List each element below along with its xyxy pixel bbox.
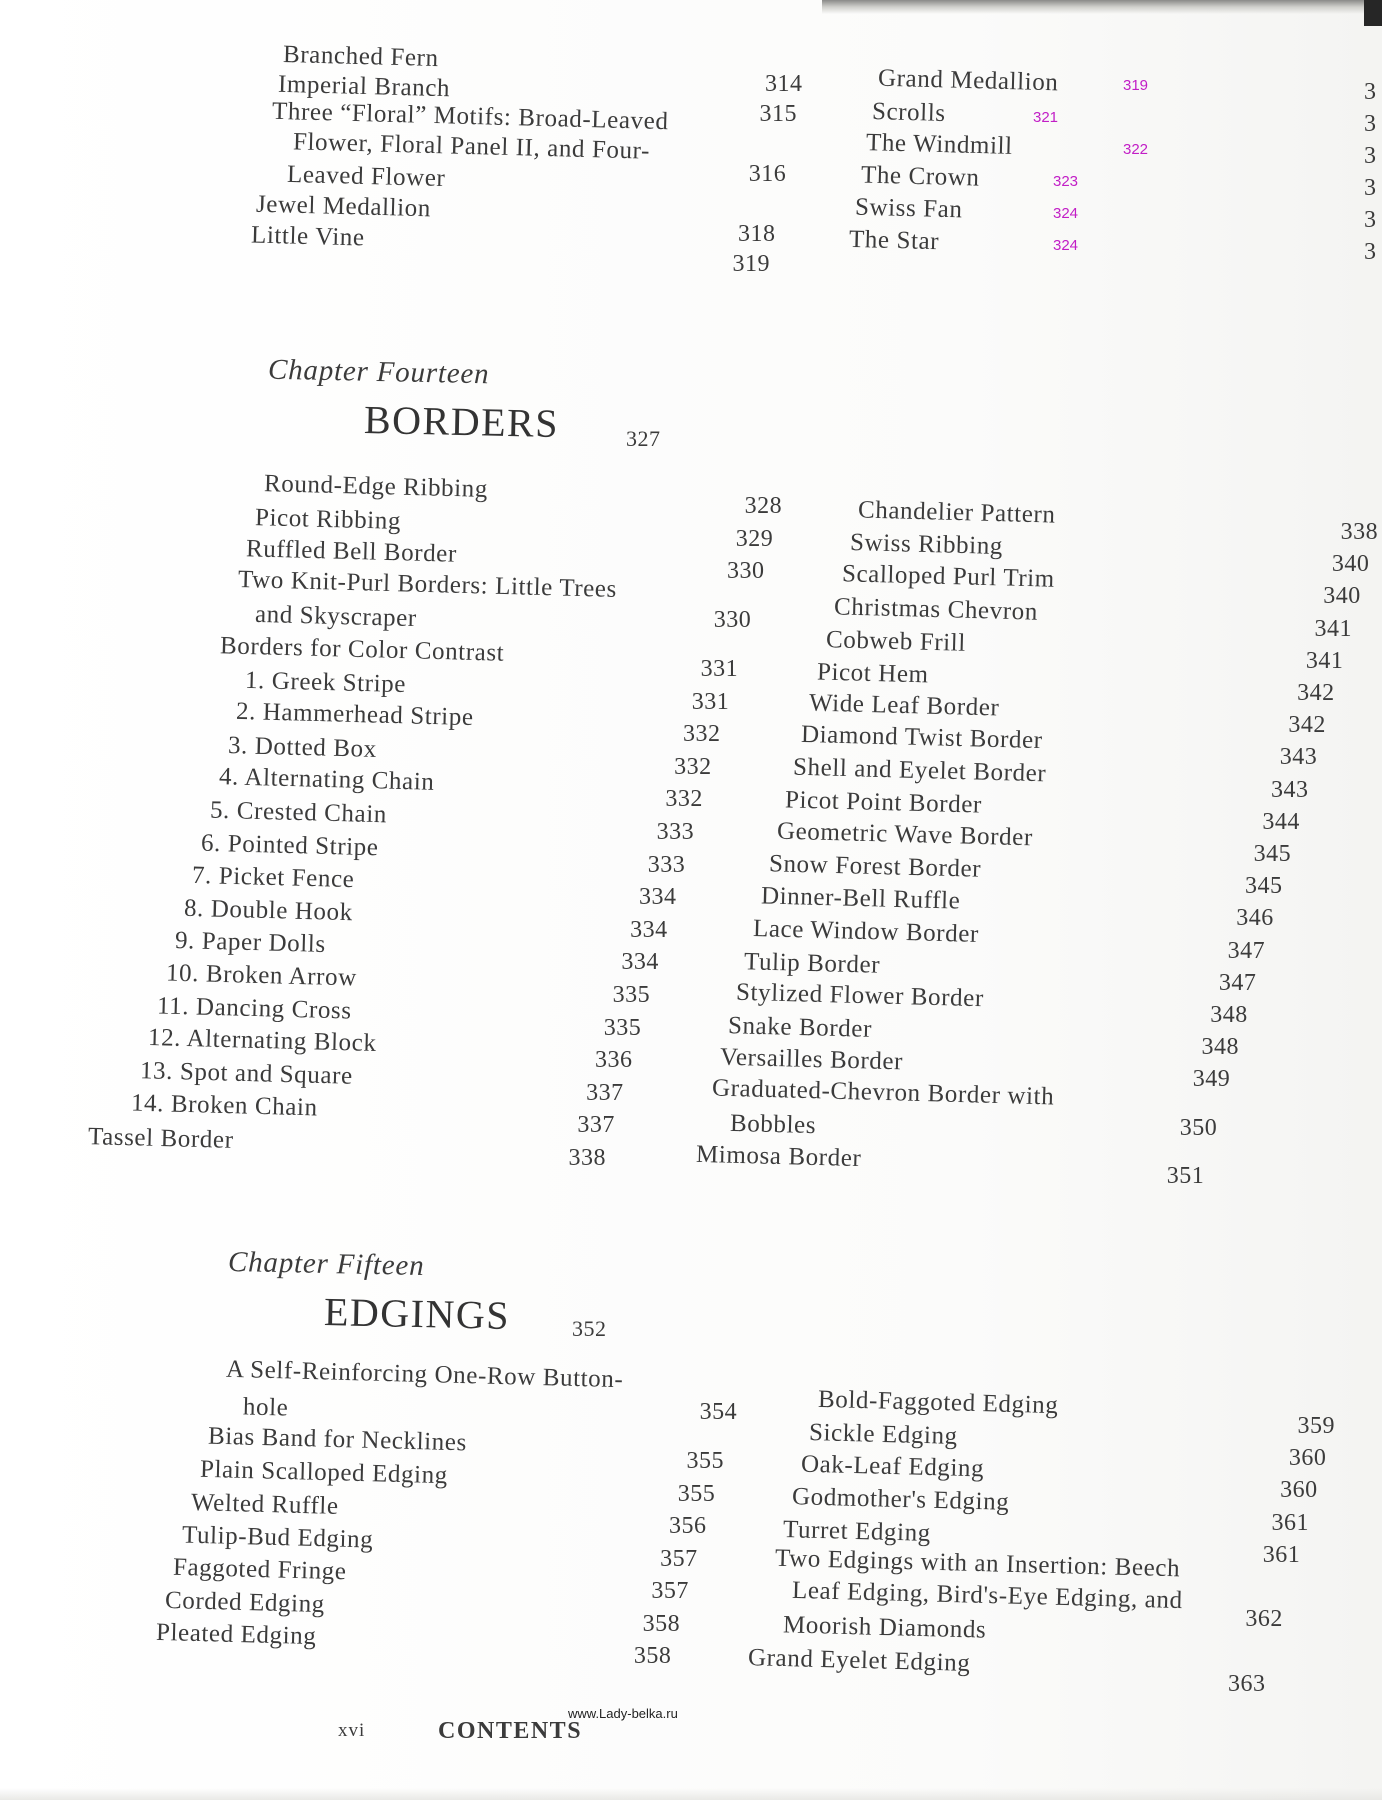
ch14-left-entry-page: 332 bbox=[674, 753, 712, 780]
ch14-left-entry-page: 333 bbox=[656, 819, 695, 845]
chapter-fourteen-title: BORDERS bbox=[363, 396, 560, 447]
top-left-entry-title: Three “Floral” Motifs: Broad-Leaved bbox=[271, 97, 670, 136]
ch15-left-entry-title: Bias Band for Necklines bbox=[208, 1422, 468, 1457]
ch15-left-entry-page: 358 bbox=[633, 1643, 672, 1669]
ch14-left-entry-title: 8. Double Hook bbox=[183, 894, 353, 927]
ch15-left-entry-page: 357 bbox=[660, 1545, 698, 1572]
ch14-left-entry-title: Ruffled Bell Border bbox=[246, 535, 458, 568]
ch15-right-entry-page: 361 bbox=[1271, 1509, 1309, 1536]
ch15-right-entry-title: Two Edgings with an Insertion: Beech bbox=[774, 1544, 1181, 1583]
ch14-right-entry-page: 346 bbox=[1236, 905, 1274, 932]
ch15-left-entry-title: Corded Edging bbox=[164, 1586, 325, 1618]
ch14-right-entry-title: Scalloped Purl Trim bbox=[841, 560, 1055, 594]
top-right-entry-page: 3 bbox=[1364, 79, 1377, 105]
ch14-right-entry-page: 338 bbox=[1340, 519, 1379, 545]
ch14-right-entry-page: 340 bbox=[1323, 583, 1361, 610]
ch14-left-entry-title: 11. Dancing Cross bbox=[156, 992, 353, 1025]
ch14-left-entry-page: 330 bbox=[713, 607, 752, 634]
ch14-right-entry-title: Tulip Border bbox=[744, 948, 881, 979]
ch14-right-entry-page: 341 bbox=[1305, 647, 1344, 674]
ch14-right-entry-page: 343 bbox=[1271, 776, 1309, 803]
ch14-right-entry-title: Wide Leaf Border bbox=[808, 689, 1001, 722]
top-left-entry-title: Branched Fern bbox=[282, 40, 439, 73]
ch14-left-entry-title: Tassel Border bbox=[87, 1123, 234, 1154]
footer-page-number: xvi bbox=[338, 1720, 366, 1741]
ch14-right-entry-title: Swiss Ribbing bbox=[849, 529, 1004, 561]
top-right-entry-page: 3 bbox=[1364, 239, 1377, 265]
ch15-right-entry-page: 360 bbox=[1280, 1477, 1318, 1504]
footer-title: CONTENTS bbox=[438, 1718, 583, 1744]
ch15-left-entry-title: A Self-Reinforcing One-Row Button- bbox=[225, 1355, 624, 1394]
top-left-entry-title: Jewel Medallion bbox=[255, 190, 432, 223]
top-left-entry-page: 314 bbox=[764, 71, 803, 97]
ch14-left-entry-title: 2. Hammerhead Stripe bbox=[236, 698, 475, 732]
ch15-left-entry-title: Plain Scalloped Edging bbox=[199, 1455, 448, 1489]
ch14-right-entry-page: 348 bbox=[1201, 1034, 1239, 1061]
ch14-right-entry-page: 351 bbox=[1166, 1163, 1205, 1189]
ch14-right-entry-page: 343 bbox=[1279, 744, 1318, 771]
ch14-left-entry-title: Two Knit-Purl Borders: Little Trees bbox=[237, 565, 617, 603]
top-left-entry-title: Leaved Flower bbox=[287, 160, 447, 193]
ch15-left-entry-page: 358 bbox=[642, 1610, 681, 1637]
ch14-left-entry-page: 335 bbox=[603, 1014, 642, 1041]
ch14-left-entry-title: and Skyscraper bbox=[254, 601, 417, 633]
scan-shadow-top bbox=[822, 0, 1382, 14]
chapter-fourteen-label: Chapter Fourteen bbox=[267, 353, 490, 391]
ch14-right-entry-title: Lace Window Border bbox=[752, 914, 979, 948]
top-right-annotation: 322 bbox=[1123, 141, 1149, 158]
ch14-left-entry-page: 337 bbox=[577, 1112, 615, 1139]
ch14-right-entry-title: Mimosa Border bbox=[695, 1140, 862, 1173]
ch14-right-entry-page: 342 bbox=[1288, 712, 1326, 739]
ch14-right-entry-page: 345 bbox=[1244, 873, 1283, 900]
top-right-entry-page: 3 bbox=[1364, 143, 1377, 169]
ch14-left-entry-title: 4. Alternating Chain bbox=[218, 763, 435, 797]
ch14-right-entry-page: 340 bbox=[1331, 551, 1370, 578]
scan-shadow-bottom bbox=[0, 1788, 1382, 1800]
ch15-left-entry-title: Tulip-Bud Edging bbox=[181, 1521, 374, 1553]
ch14-left-entry-page: 337 bbox=[586, 1079, 624, 1106]
ch14-right-entry-title: Graduated-Chevron Border with bbox=[711, 1074, 1055, 1111]
ch15-left-entry-title: Welted Ruffle bbox=[190, 1489, 339, 1520]
top-right-annotation: 324 bbox=[1053, 237, 1079, 254]
ch15-left-entry-title: hole bbox=[242, 1392, 290, 1422]
ch15-right-entry-title: Moorish Diamonds bbox=[782, 1611, 987, 1645]
top-left-entry-title: Imperial Branch bbox=[277, 70, 451, 103]
ch14-right-entry-title: Snow Forest Border bbox=[768, 850, 982, 883]
top-left-entry-page: 319 bbox=[732, 251, 771, 277]
chapter-fifteen-label: Chapter Fifteen bbox=[227, 1245, 425, 1283]
ch14-right-entry-title: Shell and Eyelet Border bbox=[792, 753, 1047, 787]
ch14-right-entry-title: Geometric Wave Border bbox=[776, 817, 1034, 852]
ch15-right-entry-page: 362 bbox=[1245, 1606, 1283, 1633]
top-left-entry-title: Flower, Floral Panel II, and Four- bbox=[292, 128, 651, 165]
top-left-entry-page: 318 bbox=[737, 221, 776, 247]
ch14-left-entry-title: Borders for Color Contrast bbox=[219, 632, 505, 667]
ch14-right-entry-title: Chandelier Pattern bbox=[857, 496, 1056, 529]
ch14-left-entry-title: 1. Greek Stripe bbox=[244, 666, 407, 698]
ch14-left-entry-page: 332 bbox=[665, 786, 703, 813]
ch14-right-entry-title: Bobbles bbox=[729, 1109, 817, 1139]
ch14-left-entry-page: 330 bbox=[726, 558, 765, 585]
scan-shadow-corner bbox=[1364, 0, 1382, 26]
ch14-left-entry-page: 334 bbox=[621, 949, 659, 976]
ch14-left-entry-page: 335 bbox=[612, 982, 651, 1008]
top-right-annotation: 323 bbox=[1053, 173, 1079, 190]
ch15-right-entry-page: 359 bbox=[1297, 1413, 1336, 1439]
ch14-left-entry-title: Round-Edge Ribbing bbox=[263, 470, 489, 503]
chapter-fifteen-title: EDGINGS bbox=[323, 1289, 511, 1338]
ch14-right-entry-title: Versailles Border bbox=[719, 1043, 904, 1076]
top-left-entry-page: 316 bbox=[748, 161, 787, 187]
ch14-left-entry-title: 9. Paper Dolls bbox=[174, 927, 326, 959]
chapter-fourteen-page: 327 bbox=[626, 426, 661, 451]
ch14-right-entry-page: 347 bbox=[1218, 969, 1257, 996]
ch15-right-entry-page: 360 bbox=[1288, 1445, 1327, 1472]
ch14-left-entry-page: 331 bbox=[700, 656, 739, 682]
top-right-annotation: 324 bbox=[1053, 205, 1079, 222]
top-right-entry-title: Grand Medallion bbox=[877, 64, 1059, 97]
ch15-right-entry-title: Bold-Faggoted Edging bbox=[817, 1385, 1059, 1420]
ch14-left-entry-title: 13. Spot and Square bbox=[139, 1057, 353, 1090]
ch14-right-entry-page: 344 bbox=[1262, 808, 1300, 835]
ch14-left-entry-page: 338 bbox=[568, 1145, 607, 1171]
top-right-entry-title: The Star bbox=[848, 225, 940, 256]
ch14-right-entry-page: 342 bbox=[1297, 680, 1335, 706]
ch15-right-entry-title: Turret Edging bbox=[782, 1515, 932, 1547]
ch14-right-entry-title: Snake Border bbox=[727, 1012, 873, 1044]
top-right-entry-title: The Crown bbox=[860, 161, 980, 192]
ch14-right-entry-page: 350 bbox=[1179, 1114, 1218, 1141]
top-right-entry-page: 3 bbox=[1364, 207, 1377, 233]
ch14-left-entry-title: 7. Picket Fence bbox=[192, 862, 356, 894]
ch15-right-entry-page: 363 bbox=[1227, 1670, 1266, 1697]
ch14-right-entry-title: Cobweb Frill bbox=[825, 625, 966, 657]
ch15-right-entry-title: Sickle Edging bbox=[808, 1419, 959, 1451]
chapter-fifteen-page: 352 bbox=[572, 1316, 607, 1341]
ch14-right-entry-page: 347 bbox=[1227, 937, 1266, 964]
top-right-entry-title: The Windmill bbox=[866, 129, 1014, 160]
top-right-annotation: 319 bbox=[1123, 77, 1149, 94]
ch15-left-entry-title: Faggoted Fringe bbox=[173, 1553, 348, 1586]
ch14-right-entry-page: 348 bbox=[1210, 1002, 1248, 1028]
top-left-entry-page: 315 bbox=[759, 101, 798, 127]
ch14-right-entry-title: Diamond Twist Border bbox=[800, 721, 1044, 755]
ch14-left-entry-title: 5. Crested Chain bbox=[209, 796, 388, 829]
ch14-left-entry-title: 3. Dotted Box bbox=[227, 731, 377, 763]
top-right-entry-page: 3 bbox=[1364, 111, 1377, 137]
ch14-left-entry-page: 334 bbox=[638, 884, 677, 911]
ch14-right-entry-title: Picot Point Border bbox=[784, 786, 983, 819]
ch14-left-entry-page: 336 bbox=[594, 1047, 633, 1074]
ch15-left-entry-page: 355 bbox=[686, 1448, 724, 1474]
ch15-right-entry-title: Leaf Edging, Bird's-Eye Edging, and bbox=[791, 1577, 1183, 1615]
ch15-right-entry-title: Oak-Leaf Edging bbox=[800, 1450, 985, 1483]
top-right-annotation: 321 bbox=[1033, 109, 1059, 126]
ch14-left-entry-title: 6. Pointed Stripe bbox=[200, 829, 380, 861]
ch14-left-entry-title: 10. Broken Arrow bbox=[165, 959, 358, 992]
ch14-right-entry-title: Stylized Flower Border bbox=[735, 978, 985, 1013]
ch15-right-entry-page: 361 bbox=[1262, 1541, 1301, 1568]
ch14-left-entry-page: 329 bbox=[735, 525, 774, 552]
ch15-right-entry-title: Grand Eyelet Edging bbox=[748, 1643, 972, 1677]
ch14-right-entry-page: 349 bbox=[1192, 1066, 1231, 1093]
ch15-left-entry-page: 357 bbox=[651, 1578, 689, 1604]
ch14-right-entry-page: 341 bbox=[1314, 615, 1353, 642]
ch14-left-entry-page: 328 bbox=[744, 493, 783, 519]
top-right-entry-title: Scrolls bbox=[871, 98, 947, 127]
ch14-left-entry-title: 14. Broken Chain bbox=[130, 1089, 318, 1122]
ch14-left-entry-title: 12. Alternating Block bbox=[148, 1024, 378, 1058]
ch14-left-entry-page: 333 bbox=[647, 851, 686, 878]
ch14-left-entry-page: 334 bbox=[630, 916, 668, 943]
ch14-right-entry-page: 345 bbox=[1253, 841, 1292, 867]
top-right-entry-title: Swiss Fan bbox=[854, 193, 963, 224]
ch15-left-entry-page: 355 bbox=[677, 1480, 716, 1507]
ch14-left-entry-title: Picot Ribbing bbox=[254, 503, 402, 535]
top-left-entry-title: Little Vine bbox=[250, 221, 365, 252]
ch15-right-entry-title: Godmother's Edging bbox=[791, 1482, 1010, 1516]
ch14-left-entry-page: 331 bbox=[691, 688, 730, 715]
ch15-left-entry-title: Pleated Edging bbox=[155, 1618, 317, 1651]
ch14-left-entry-page: 332 bbox=[682, 721, 721, 748]
top-right-entry-page: 3 bbox=[1364, 175, 1377, 201]
ch15-left-entry-page: 356 bbox=[668, 1513, 707, 1539]
ch14-right-entry-title: Christmas Chevron bbox=[833, 592, 1038, 626]
watermark-url: www.Lady-belka.ru bbox=[568, 1706, 678, 1721]
ch15-left-entry-page: 354 bbox=[699, 1399, 738, 1426]
ch14-right-entry-title: Picot Hem bbox=[817, 658, 930, 689]
ch14-right-entry-title: Dinner-Bell Ruffle bbox=[760, 882, 961, 915]
